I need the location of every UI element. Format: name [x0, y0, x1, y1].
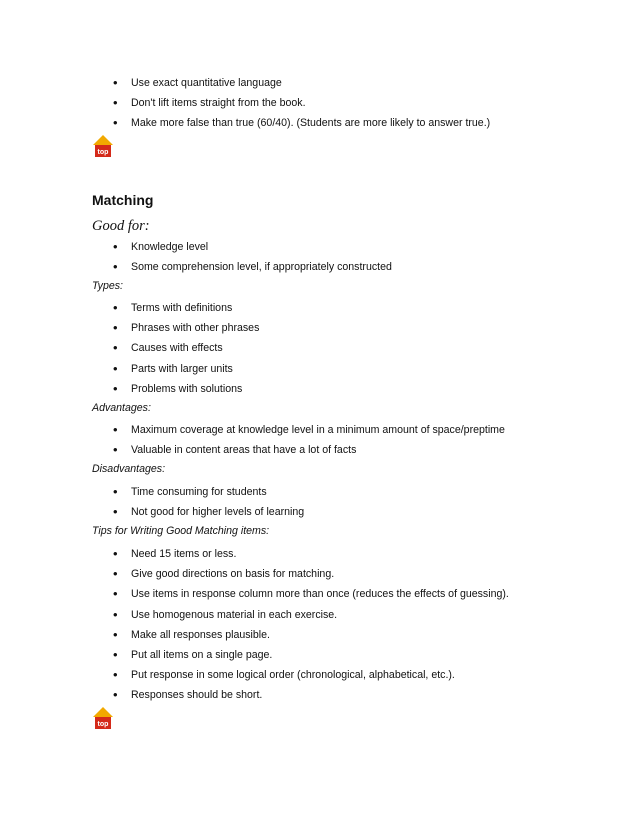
advantages-label: Advantages: — [92, 402, 151, 414]
bullet-icon: • — [113, 380, 118, 396]
list-item: • Make more false than true (60/40). (Students are more likely to answer true.) — [113, 115, 491, 131]
bullet-icon: • — [113, 687, 118, 703]
top-icon-label: top — [97, 721, 109, 728]
bullet-icon: • — [113, 484, 118, 499]
list-item: • Terms with definitions — [113, 300, 233, 315]
tips-label: Tips for Writing Good Matching items: — [92, 525, 270, 537]
bullet-icon: • — [113, 504, 118, 520]
list-item: • Give good directions on basis for matching. — [113, 566, 335, 582]
list-item: • Make all responses plausible. — [113, 626, 270, 642]
list-item: • Parts with larger units — [113, 360, 233, 376]
list-item: • Problems with solutions — [113, 380, 243, 396]
tips-list — [0, 548, 638, 710]
disadvantages-list — [0, 486, 638, 526]
list-item: • Use homogenous material in each exercise. — [113, 606, 338, 622]
list-item: • Valuable in content areas that have a lot of facts — [113, 442, 357, 458]
top-icon-label: top — [97, 149, 109, 156]
bullet-icon: • — [113, 667, 118, 683]
top-link-2[interactable] — [92, 706, 114, 730]
bullet-icon: • — [113, 646, 118, 662]
bullet-icon: • — [113, 95, 118, 111]
list-item: • Time consuming for students — [113, 484, 267, 499]
good-for-label: Good for: — [92, 218, 150, 234]
list-item: • Need 15 items or less. — [113, 546, 237, 561]
advantages-list — [0, 424, 638, 464]
bullet-icon: • — [113, 546, 118, 561]
section-heading: Matching — [92, 192, 154, 208]
top-house-icon — [92, 706, 114, 730]
bullet-icon: • — [113, 422, 118, 437]
list-item: • Use exact quantitative language — [113, 75, 282, 90]
types-label: Types: — [92, 280, 124, 292]
list-item: • Maximum coverage at knowledge level in a minimum amount of space/preptime — [113, 422, 505, 437]
bullet-icon: • — [113, 626, 118, 642]
list-item: • Causes with effects — [113, 340, 223, 356]
top-link-1[interactable] — [92, 134, 114, 158]
list-item: • Put all items on a single page. — [113, 646, 273, 662]
bullet-icon: • — [113, 606, 118, 622]
disadvantages-label: Disadvantages: — [92, 463, 166, 475]
bullet-icon: • — [113, 259, 118, 275]
bullet-icon: • — [113, 442, 118, 458]
bullet-icon: • — [113, 360, 118, 376]
good-for-list — [0, 241, 638, 281]
bullet-icon: • — [113, 300, 118, 315]
types-list — [0, 302, 638, 403]
list-item: • Put response in some logical order (chronological, alphabetical, etc.). — [113, 667, 455, 683]
list-item: • Phrases with other phrases — [113, 320, 260, 336]
intro-list — [0, 77, 638, 138]
list-item: • Don't lift items straight from the book. — [113, 95, 306, 111]
list-item: • Not good for higher levels of learning — [113, 504, 305, 520]
bullet-icon: • — [113, 239, 118, 254]
bullet-icon: • — [113, 75, 118, 90]
list-item: • Knowledge level — [113, 239, 209, 254]
bullet-icon: • — [113, 340, 118, 356]
bullet-icon: • — [113, 586, 118, 602]
bullet-icon: • — [113, 566, 118, 582]
list-item: • Responses should be short. — [113, 687, 263, 703]
bullet-icon: • — [113, 115, 118, 131]
list-item: • Use items in response column more than once (reduces the effects of guessing). — [113, 586, 509, 602]
top-house-icon — [92, 134, 114, 158]
list-item: • Some comprehension level, if appropriately constructed — [113, 259, 392, 275]
bullet-icon: • — [113, 320, 118, 336]
